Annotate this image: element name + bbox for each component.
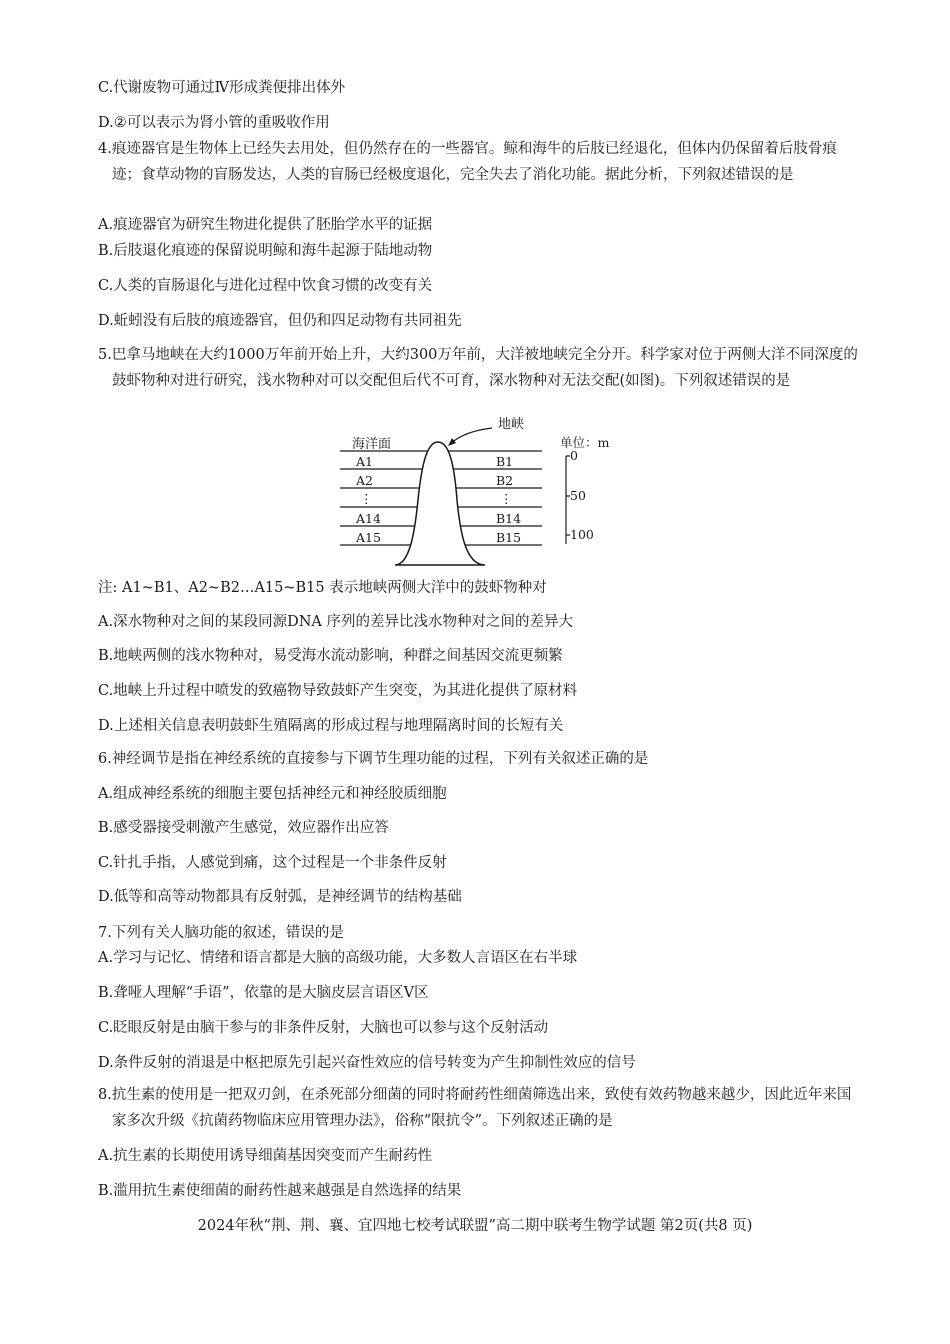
label-b-dots: ⋮ bbox=[500, 491, 513, 506]
q3-option-c: C.代谢废物可通过Ⅳ形成粪便排出体外 bbox=[98, 80, 346, 96]
q6-stem: 6.神经调节是指在神经系统的直接参与下调节生理功能的过程，下列有关叙述正确的是 bbox=[98, 751, 649, 767]
q8-option-a: A.抗生素的长期使用诱导细菌基因突变而产生耐药性 bbox=[98, 1148, 433, 1164]
label-a2: A2 bbox=[356, 473, 373, 488]
unit-label: 单位：m bbox=[560, 435, 610, 450]
q8-option-b: B.滥用抗生素使细菌的耐药性越来越强是自然选择的结果 bbox=[98, 1183, 462, 1199]
label-b14: B14 bbox=[496, 511, 522, 526]
q4-option-a: A.痕迹器官为研究生物进化提供了胚胎学水平的证据 bbox=[98, 217, 433, 233]
scale-0: 0 bbox=[570, 448, 578, 463]
q5-figure-note: 注: A1~B1、A2~B2…A15~B15 表示地峡两侧大洋中的鼓虾物种对 bbox=[98, 580, 547, 596]
q5-option-c: C.地峡上升过程中喷发的致癌物导致鼓虾产生突变，为其进化提供了原材料 bbox=[98, 683, 578, 699]
q4-option-d: D.蚯蚓没有后肢的痕迹器官，但仍和四足动物有共同祖先 bbox=[98, 313, 462, 329]
label-a-dots: ⋮ bbox=[360, 491, 373, 506]
label-b15: B15 bbox=[496, 530, 522, 545]
scale-50: 50 bbox=[570, 488, 586, 503]
q5-option-a: A.深水物种对之间的某段同源DNA 序列的差异比浅水物种对之间的差异大 bbox=[98, 614, 573, 630]
page-footer: 2024年秋“荆、荆、襄、宜四地七校考试联盟”高二期中联考生物学试题 第2页(共8 页) bbox=[197, 1218, 753, 1234]
question-4 bbox=[98, 136, 858, 188]
q4-option-c: C.人类的盲肠退化与进化过程中饮食习惯的改变有关 bbox=[98, 278, 433, 294]
q6-option-a: A.组成神经系统的细胞主要包括神经元和神经胶质细胞 bbox=[98, 786, 447, 802]
isthmus-label: 地峡 bbox=[498, 417, 525, 432]
label-a1: A1 bbox=[356, 454, 373, 469]
label-a14: A14 bbox=[356, 511, 381, 526]
label-b1: B1 bbox=[496, 454, 514, 469]
q5-option-d: D.上述相关信息表明鼓虾生殖隔离的形成过程与地理隔离时间的长短有关 bbox=[98, 718, 564, 734]
q7-option-a: A.学习与记忆、情绪和语言都是大脑的高级功能，大多数人言语区在右半球 bbox=[98, 950, 578, 966]
q5-stem: 5.巴拿马地峡在大约1000万年前开始上升，大约300万年前，大洋被地峡完全分开。科学家对位于两侧大洋不同深度的鼓虾物种对进行研究，浅水物种对可以交配但后代不可育，深水物种对无法交配(如图)。下列叙述错误的是 bbox=[98, 347, 858, 389]
isthmus-shape bbox=[395, 442, 485, 565]
q5-option-b: B.地峡两侧的浅水物种对，易受海水流动影响，种群之间基因交流更频繁 bbox=[98, 648, 563, 664]
q4-option-b: B.后肢退化痕迹的保留说明鲸和海牛起源于陆地动物 bbox=[98, 243, 433, 259]
question-8 bbox=[98, 1082, 858, 1134]
q8-stem: 8.抗生素的使用是一把双刃剑，在杀死部分细菌的同时将耐药性细菌筛选出来，致使有效药物越来越少，因此近年来国家多次升级《抗菌药物临床应用管理办法》，俗称“限抗令”。下列叙述正确的是 bbox=[98, 1087, 852, 1129]
q6-option-c: C.针扎手指，人感觉到痛，这个过程是一个非条件反射 bbox=[98, 855, 447, 871]
q7-option-d: D.条件反射的消退是中枢把原先引起兴奋性效应的信号转变为产生抑制性效应的信号 bbox=[98, 1055, 636, 1071]
question-5 bbox=[98, 342, 858, 394]
sea-surface-label: 海洋面 bbox=[352, 437, 392, 452]
q3-option-d: D.②可以表示为肾小管的重吸收作用 bbox=[98, 115, 330, 131]
q7-option-b: B.聋哑人理解“手语”，依靠的是大脑皮层言语区Ⅴ区 bbox=[98, 985, 429, 1001]
q6-option-d: D.低等和高等动物都具有反射弧，是神经调节的结构基础 bbox=[98, 889, 462, 905]
q7-stem: 7.下列有关人脑功能的叙述，错误的是 bbox=[98, 925, 344, 941]
isthmus-diagram bbox=[330, 410, 630, 575]
label-b2: B2 bbox=[496, 473, 514, 488]
label-a15: A15 bbox=[356, 530, 381, 545]
q6-option-b: B.感受器接受刺激产生感觉，效应器作出应答 bbox=[98, 820, 389, 836]
scale-100: 100 bbox=[570, 527, 594, 542]
q4-stem: 4.痕迹器官是生物体上已经失去用处，但仍然存在的一些器官。鲸和海牛的后肢已经退化，但体内仍保留着后肢骨痕迹；食草动物的盲肠发达，人类的盲肠已经极度退化，完全失去了消化功能。据此分析，下列叙述错误的是 bbox=[98, 141, 837, 183]
q7-option-c: C.眨眼反射是由脑干参与的非条件反射，大脑也可以参与这个反射活动 bbox=[98, 1020, 549, 1036]
